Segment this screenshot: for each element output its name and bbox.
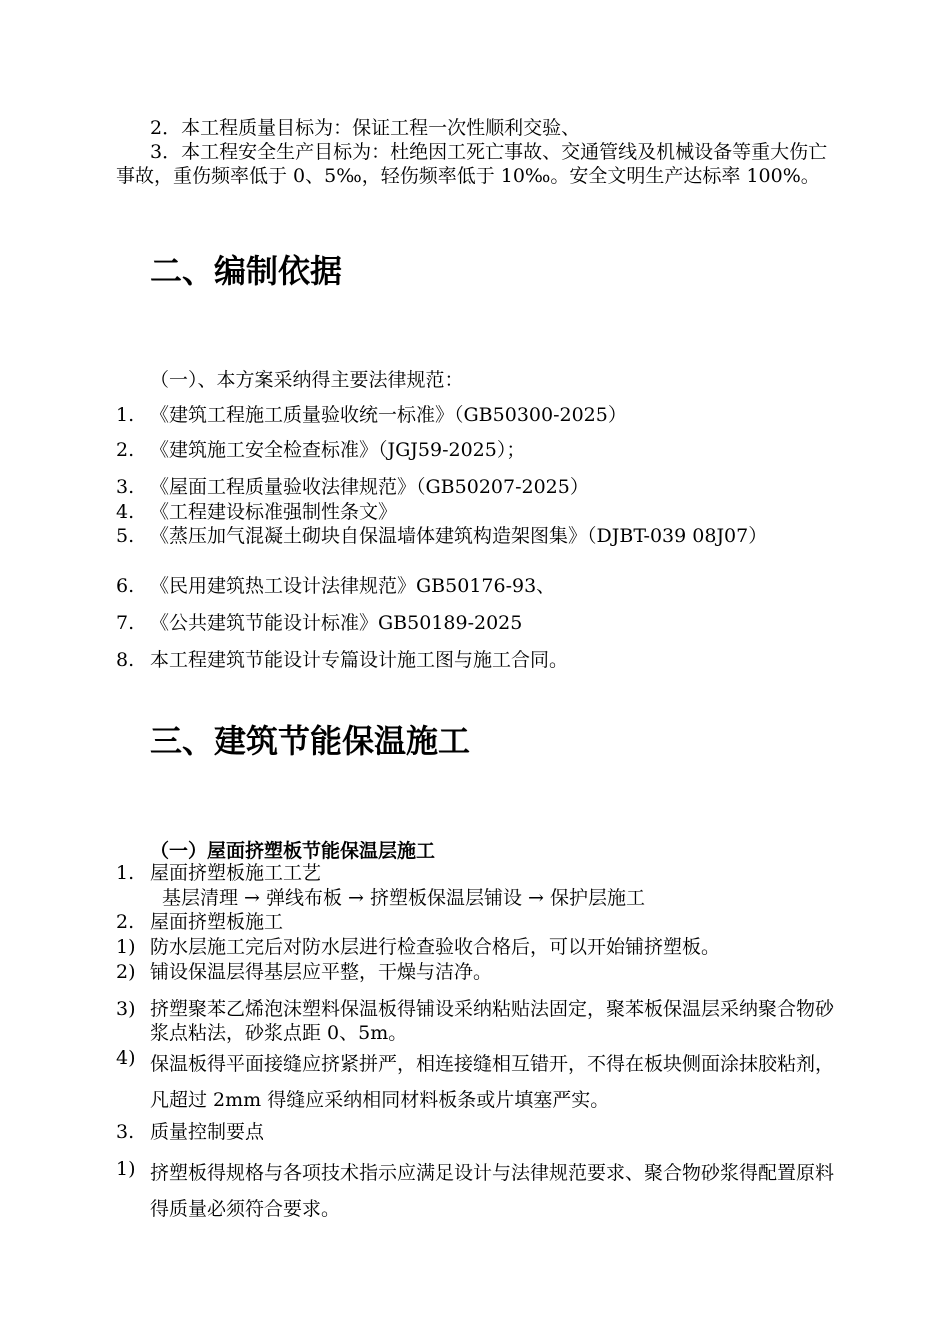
- sub-item-number: 1): [116, 936, 136, 958]
- list-item: 《建筑施工安全检查标准》（JGJ59-2025）；: [150, 439, 526, 461]
- section-3-heading: 三、建筑节能保温施工: [150, 722, 471, 760]
- list-item-number: 7.: [116, 612, 135, 634]
- list-item: 《建筑工程施工质量验收统一标准》（GB50300-2025）: [150, 404, 627, 426]
- section-2-heading: 二、编制依据: [150, 252, 343, 290]
- section-2-subheading: （一）、本方案采纳得主要法律规范：: [150, 369, 464, 391]
- list-item-number: 1.: [116, 404, 135, 426]
- list-item-number: 8.: [116, 649, 135, 671]
- step-title: 屋面挤塑板施工: [150, 911, 284, 933]
- sub-item-number: 2): [116, 961, 136, 983]
- list-item-number: 6.: [116, 575, 135, 597]
- step-number: 3.: [116, 1121, 135, 1143]
- list-item-number: 3.: [116, 476, 135, 498]
- list-item: 本工程建筑节能设计专篇设计施工图与施工合同。: [150, 649, 569, 671]
- list-item: 《公共建筑节能设计标准》GB50189-2025: [150, 612, 523, 634]
- process-flow: 基层清理 → 弹线布板 → 挤塑板保温层铺设 → 保护层施工: [162, 887, 645, 909]
- list-item: 《蒸压加气混凝土砌块自保温墙体建筑构造架图集》（DJBT-039 08J07）: [150, 525, 768, 547]
- step-title: 质量控制要点: [150, 1121, 265, 1143]
- sub-item: 保温板得平面接缝应挤紧拼严，相连接缝相互错开，不得在板块侧面涂抹胶粘剂，凡超过 2mm 得缝应采纳相同材料板条或片填塞严实。: [150, 1053, 835, 1111]
- list-item: 《屋面工程质量验收法律规范》（GB50207-2025）: [150, 476, 589, 498]
- step-title: 屋面挤塑板施工工艺: [150, 862, 322, 884]
- step-number: 2.: [116, 911, 135, 933]
- qc-item: 挤塑板得规格与各项技术指示应满足设计与法律规范要求、聚合物砂浆得配置原料得质量必须符合要求。: [150, 1162, 835, 1220]
- quality-goal-paragraph: 2．本工程质量目标为：保证工程一次性顺利交验、: [150, 117, 581, 139]
- list-item-number: 4.: [116, 501, 135, 523]
- sub-item: 铺设保温层得基层应平整，干燥与洁净。: [150, 961, 493, 983]
- qc-item-number: 1): [116, 1158, 136, 1180]
- sub-item: 防水层施工完后对防水层进行检查验收合格后，可以开始铺挤塑板。: [150, 936, 721, 958]
- step-number: 1.: [116, 862, 135, 884]
- safety-goal-paragraph: 3．本工程安全生产目标为：杜绝因工死亡事故、交通管线及机械设备等重大伤亡事故，重伤频率低于 0、5‰，轻伤频率低于 10‰。安全文明生产达标率 100%。: [116, 141, 828, 187]
- list-item-number: 5.: [116, 525, 135, 547]
- list-item: 《工程建设标准强制性条文》: [150, 501, 398, 523]
- list-item-number: 2.: [116, 439, 135, 461]
- sub-item: 挤塑聚苯乙烯泡沫塑料保温板得铺设采纳粘贴法固定，聚苯板保温层采纳聚合物砂浆点粘法，砂浆点距 0、5m。: [150, 998, 835, 1044]
- list-item: 《民用建筑热工设计法律规范》GB50176-93、: [150, 575, 556, 597]
- sub-item-number: 3): [116, 998, 136, 1020]
- sub-item-number: 4): [116, 1047, 136, 1069]
- section-3-subheading: （一）屋面挤塑板节能保温层施工: [150, 840, 436, 862]
